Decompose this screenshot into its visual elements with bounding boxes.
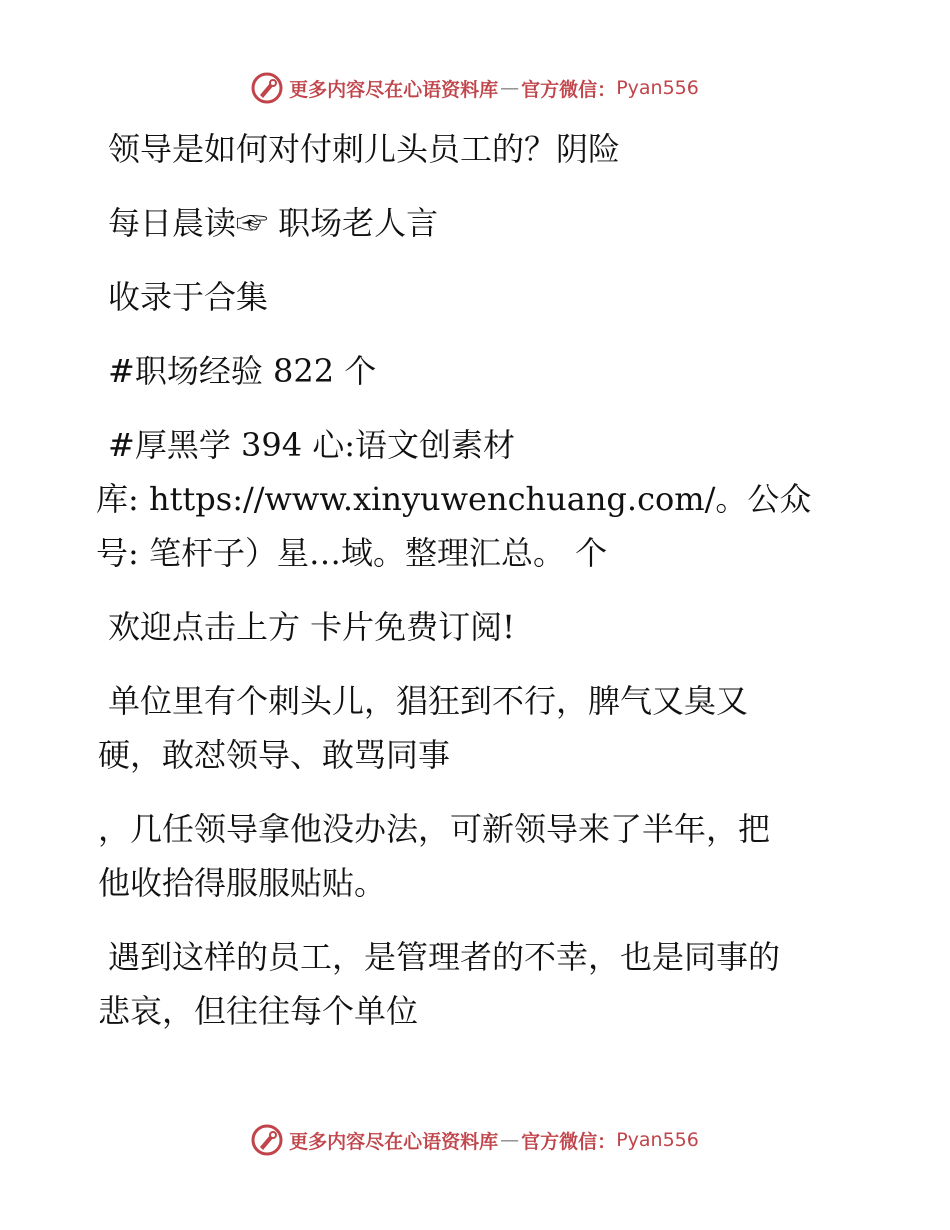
doc-paragraph-3-line-2: 悲哀，但往往每个单位 bbox=[98, 992, 419, 1030]
doc-line-tag-thick-black: #厚黑学 394 心:语文创素材 bbox=[108, 426, 516, 464]
doc-line-collection: 收录于合集 bbox=[108, 278, 269, 316]
doc-line-url: 库: https://www.xinyuwenchuang.com/。公众 bbox=[96, 480, 812, 518]
watermark-text: 更多内容尽在心语资料库 bbox=[289, 1130, 499, 1153]
watermark-separator: — bbox=[500, 1129, 520, 1151]
doc-line-tag-workplace: #职场经验 822 个 bbox=[108, 352, 377, 390]
watermark-separator: — bbox=[500, 77, 520, 99]
doc-paragraph-1-line-2: 硬，敢怼领导、敢骂同事 bbox=[98, 736, 451, 774]
doc-paragraph-2-line-2: 他收拾得服服贴贴。 bbox=[98, 864, 387, 902]
doc-title: 领导是如何对付刺儿头员工的？阴险 bbox=[108, 130, 621, 168]
pen-logo-icon bbox=[251, 1124, 283, 1156]
watermark-id: Pyan556 bbox=[616, 1129, 699, 1151]
doc-paragraph-2-line-1: ，几任领导拿他没办法，可新领导来了半年，把 bbox=[98, 810, 771, 848]
document-body bbox=[98, 122, 838, 1038]
doc-line-account: 号: 笔杆子）星…域。整理汇总。 个 bbox=[96, 534, 608, 572]
watermark-header bbox=[0, 72, 950, 104]
pen-logo-icon bbox=[251, 72, 283, 104]
doc-paragraph-1-line-1: 单位里有个刺头儿，猖狂到不行，脾气又臭又 bbox=[108, 682, 749, 720]
doc-line-column: 每日晨读☞ 职场老人言 bbox=[108, 204, 439, 242]
doc-line-subscribe: 欢迎点击上方 卡片免费订阅! bbox=[108, 608, 516, 646]
watermark-id: Pyan556 bbox=[616, 77, 699, 99]
watermark-contact: 官方微信： bbox=[521, 78, 617, 101]
doc-paragraph-3-line-1: 遇到这样的员工，是管理者的不幸，也是同事的 bbox=[108, 938, 781, 976]
watermark-text: 更多内容尽在心语资料库 bbox=[289, 78, 499, 101]
watermark-footer bbox=[0, 1124, 950, 1156]
watermark-contact: 官方微信： bbox=[521, 1130, 617, 1153]
